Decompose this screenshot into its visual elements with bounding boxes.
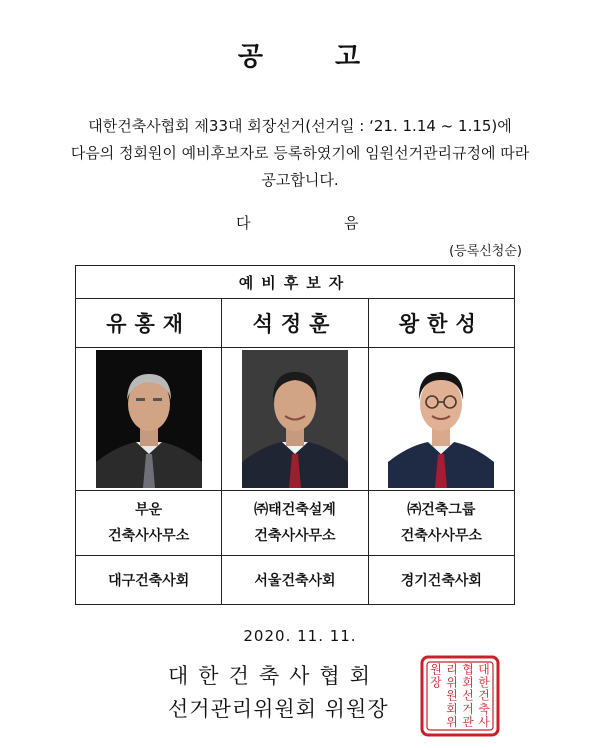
- title-left: 공: [237, 42, 265, 72]
- candidate-photo-3: [388, 350, 494, 488]
- candidate-firm-1: 부운 건축사사무소: [76, 491, 222, 556]
- intro-line-3: 공고합니다.: [261, 171, 339, 189]
- candidate-name-1: 유홍재: [76, 299, 222, 348]
- signatory-title: 선거관리위원회 위원장: [168, 697, 389, 721]
- seal-glyph: 회: [462, 675, 474, 690]
- candidate-photo-cell-2: [222, 348, 368, 491]
- candidate-name-2: 석정훈: [222, 299, 368, 348]
- candidate-name-3: 왕한성: [368, 299, 514, 348]
- seal-glyph: 원: [430, 662, 442, 677]
- seal-glyph: 장: [430, 675, 442, 690]
- registration-order-note: (등록신청순): [449, 244, 522, 259]
- title-right: 고: [335, 42, 363, 72]
- seal-glyph: 대: [478, 662, 490, 677]
- dawm-right: 음: [344, 214, 359, 232]
- candidate-society-1: 대구건축사회: [76, 556, 222, 605]
- seal-glyph: 협: [462, 662, 474, 677]
- seal-glyph: 위: [446, 715, 458, 730]
- seal-glyph: 사: [478, 715, 490, 730]
- candidate-photo-cell-1: [76, 348, 222, 491]
- seal-glyph: 선: [462, 688, 474, 703]
- dawm-left: 다: [236, 214, 251, 232]
- notice-date: 2020. 11. 11.: [243, 627, 357, 645]
- candidate-photo-2: [242, 350, 348, 488]
- seal-glyph: 한: [478, 675, 490, 690]
- seal-glyph: 축: [478, 701, 490, 716]
- candidate-firm-2: ㈜태건축설계 건축사사무소: [222, 491, 368, 556]
- table-header: 예비후보자: [76, 266, 515, 299]
- organization-name: 대한건축사협회: [168, 664, 381, 688]
- seal-glyph: 위: [446, 675, 458, 690]
- candidate-photo-1: [96, 350, 202, 488]
- intro-text: [30, 113, 570, 194]
- intro-line-2: 다음의 정회원이 예비후보자로 등록하였기에 임원선거관리규정에 따라: [70, 144, 530, 162]
- candidate-firm-3: ㈜건축그룹 건축사사무소: [368, 491, 514, 556]
- seal-glyph: 원: [446, 688, 458, 703]
- seal-glyph: 거: [462, 701, 474, 716]
- seal-glyph: 회: [446, 701, 458, 716]
- seal-glyph: 건: [478, 688, 490, 703]
- intro-line-1: 대한건축사협회 제33대 회장선거(선거일 : ‘21. 1.14 ~ 1.15)에: [88, 117, 512, 135]
- seal-glyph: 관: [462, 715, 474, 730]
- candidate-society-2: 서울건축사회: [222, 556, 368, 605]
- candidate-photo-cell-3: [368, 348, 514, 491]
- candidate-society-3: 경기건축사회: [368, 556, 514, 605]
- seal-glyph: 리: [446, 662, 458, 677]
- official-seal-stamp: [420, 655, 500, 737]
- notice-title: [0, 36, 600, 73]
- candidate-table: [75, 265, 515, 605]
